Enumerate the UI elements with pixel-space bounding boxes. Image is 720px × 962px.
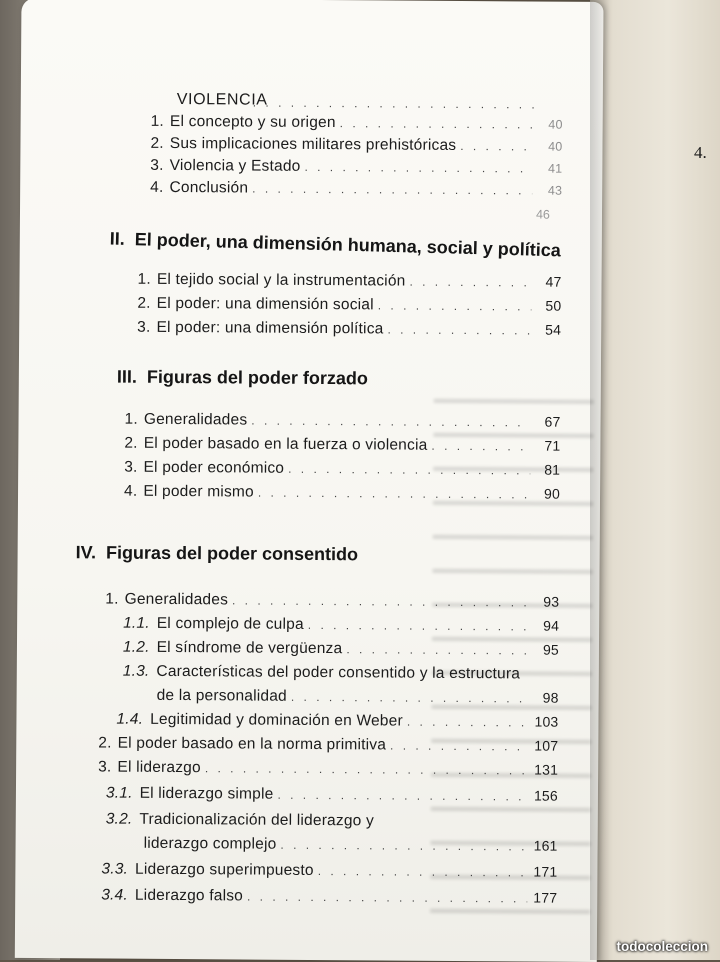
subentry-number: 3.2.	[105, 810, 133, 828]
subentry-number: 3.3.	[101, 860, 129, 878]
section-heading-iii	[117, 367, 368, 390]
trailing-page-number: 46	[535, 207, 550, 222]
heading-title: Figuras del poder consentido	[105, 542, 359, 565]
dot-leader	[387, 322, 531, 337]
dot-leader	[247, 890, 527, 906]
dot-leader	[378, 298, 532, 313]
entry-page: 71	[544, 437, 561, 454]
entry-number: 4.	[150, 178, 164, 196]
toc-subentry	[123, 639, 559, 660]
entry-label: Sus implicaciones militares prehistóricas	[169, 134, 457, 154]
dot-leader	[252, 182, 532, 198]
dot-leader	[280, 838, 527, 854]
entry-page: 94	[543, 617, 560, 634]
entry-label: El complejo de culpa	[156, 614, 304, 633]
toc-entry	[98, 758, 558, 779]
heading-title: Figuras del poder forzado	[146, 366, 368, 389]
toc-entry	[105, 591, 559, 612]
entry-label: El poder mismo	[143, 482, 254, 501]
entry-page: 67	[544, 413, 561, 430]
entry-number: 1.	[150, 112, 165, 130]
dot-leader	[291, 690, 529, 706]
entry-page: 93	[543, 593, 560, 610]
entry-page: 107	[534, 737, 559, 754]
toc-entry	[124, 411, 560, 432]
entry-number: 1.	[124, 410, 138, 428]
entry-number: 1.	[137, 270, 151, 288]
dot-leader	[253, 96, 545, 112]
toc-entry	[137, 295, 561, 316]
entry-number: 3.	[98, 758, 112, 776]
subentry-number: 1.4.	[116, 710, 144, 728]
dot-leader	[407, 715, 529, 730]
entry-label: El poder: una dimensión política	[156, 318, 384, 338]
table-of-contents	[15, 0, 604, 962]
entry-label: Conclusión	[169, 178, 249, 197]
entry-label: Generalidades	[143, 410, 248, 429]
dot-leader	[409, 275, 531, 290]
dot-leader	[390, 739, 528, 754]
dot-leader	[205, 761, 528, 777]
entry-page: 54	[545, 321, 562, 338]
entry-label: El poder basado en la fuerza o violencia	[143, 434, 428, 454]
entry-page: 50	[545, 297, 562, 314]
toc-entry	[150, 135, 562, 156]
dot-leader	[288, 462, 530, 478]
entry-label: El concepto y su origen	[169, 112, 336, 132]
entry-page: 81	[544, 461, 561, 478]
entry-page: 40	[548, 117, 563, 132]
entry-number: 2.	[98, 734, 112, 752]
toc-entry	[124, 483, 560, 504]
entry-number: 2.	[137, 294, 151, 312]
entry-label: Violencia y Estado	[169, 156, 301, 175]
section-title-violencia: VIOLENCIA	[176, 91, 268, 109]
entry-number: 3.	[150, 156, 164, 174]
subentry-number: 3.4.	[101, 886, 128, 904]
entry-page: 161	[533, 837, 558, 854]
toc-entry	[124, 435, 560, 456]
toc-subentry	[101, 860, 557, 881]
dot-leader	[277, 788, 528, 804]
entry-number: 1.	[105, 590, 119, 608]
dot-leader	[308, 618, 529, 634]
entry-page: 98	[542, 689, 559, 706]
entry-page: 171	[533, 863, 558, 880]
page-gutter-shadow	[590, 0, 610, 960]
adjacent-page-marker: 4.	[694, 143, 707, 162]
toc-entry	[98, 734, 558, 755]
toc-subentry	[106, 811, 558, 832]
entry-page: 90	[544, 485, 561, 502]
entry-label: El poder económico	[143, 458, 285, 477]
entry-number: 3.	[137, 318, 151, 336]
entry-label: Generalidades	[124, 590, 229, 609]
entry-label: Tradicionalización del liderazgo y	[139, 810, 375, 830]
entry-page: 41	[547, 161, 563, 176]
toc-entry	[150, 179, 562, 200]
toc-subentry	[116, 711, 558, 732]
site-watermark: todocoleccion	[616, 939, 708, 954]
toc-subentry	[106, 785, 558, 806]
entry-page: 177	[533, 889, 558, 906]
subentry-number: 1.1.	[123, 614, 150, 632]
entry-label: El poder basado en la norma primitiva	[117, 734, 387, 754]
heading-number: II.	[109, 228, 126, 249]
entry-label: liderazgo complejo	[143, 834, 277, 853]
dot-leader	[346, 642, 529, 657]
subentry-number: 1.2.	[122, 638, 150, 656]
entry-page: 47	[545, 273, 562, 290]
entry-label: El liderazgo	[117, 758, 201, 777]
subentry-number: 1.3.	[122, 662, 150, 680]
toc-subentry-continuation	[157, 687, 559, 708]
dot-leader	[251, 414, 530, 430]
toc-entry	[137, 319, 561, 340]
entry-number: 2.	[124, 434, 138, 452]
toc-subentry	[123, 615, 559, 636]
entry-label: Características del poder consentido y la estructura	[156, 662, 521, 683]
toc-entry	[151, 113, 563, 134]
entry-number: 4.	[123, 482, 138, 500]
section-heading-iv	[76, 542, 359, 565]
entry-label: El poder: una dimensión social	[156, 294, 374, 314]
toc-subentry	[101, 886, 557, 907]
entry-label: El tejido social y la instrumentación	[156, 270, 406, 290]
heading-title: El poder, una dimensión humana, social y política	[134, 229, 562, 261]
dot-leader	[431, 439, 530, 454]
toc-leader-row	[249, 96, 549, 112]
entry-page: 43	[547, 183, 563, 198]
heading-number: IV.	[75, 542, 97, 563]
entry-page: 40	[548, 139, 563, 154]
dot-leader	[258, 486, 530, 502]
toc-entry	[137, 271, 561, 292]
entry-page: 103	[534, 713, 559, 730]
book-page	[15, 0, 604, 962]
toc-entry	[124, 459, 560, 480]
entry-page: 95	[542, 641, 560, 658]
entry-page: 131	[534, 761, 559, 778]
dot-leader	[304, 160, 532, 176]
toc-subentry	[123, 663, 573, 684]
entry-page: 156	[533, 787, 558, 804]
entry-number: 3.	[124, 458, 138, 476]
entry-label: Liderazgo superimpuesto	[135, 860, 314, 879]
dot-leader	[460, 139, 532, 154]
toc-entry	[150, 157, 562, 178]
entry-number: 2.	[150, 134, 164, 152]
subentry-number: 3.1.	[105, 784, 133, 802]
entry-label: de la personalidad	[156, 686, 287, 705]
toc-subentry-continuation	[144, 835, 558, 856]
dot-leader	[232, 593, 529, 609]
dot-leader	[340, 116, 533, 131]
entry-label: Liderazgo falso	[134, 886, 244, 905]
heading-number: III.	[116, 366, 137, 387]
dot-leader	[318, 864, 528, 879]
entry-label: El liderazgo simple	[139, 784, 274, 803]
entry-label: Legitimidad y dominación en Weber	[150, 710, 403, 730]
section-heading-ii	[110, 229, 562, 262]
entry-label: El síndrome de vergüenza	[156, 638, 343, 658]
